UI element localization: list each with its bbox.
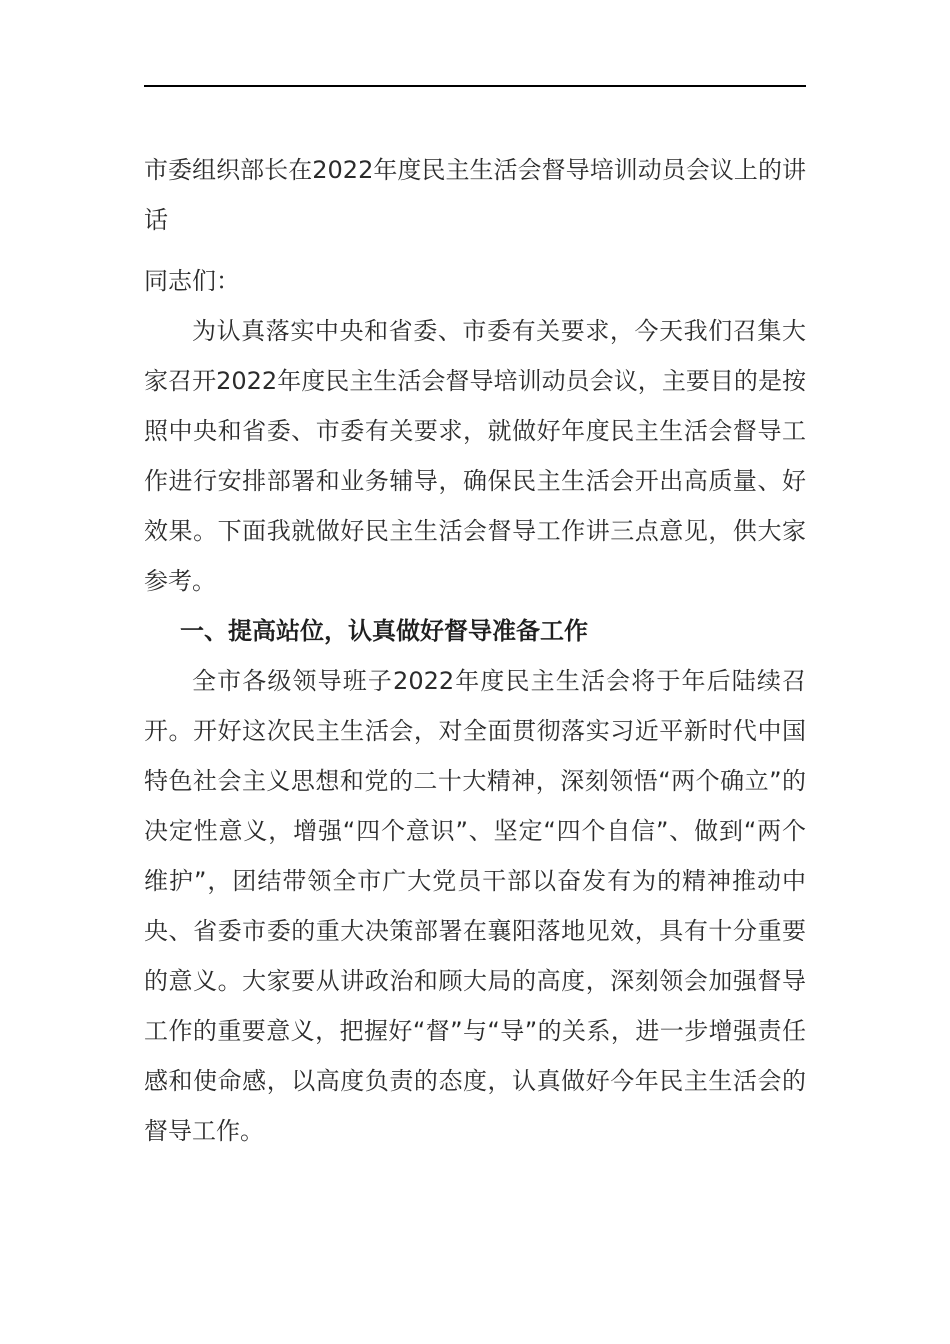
salutation: 同志们： bbox=[144, 267, 240, 295]
section-heading-1: 一、提高站位，认真做好督导准备工作 bbox=[180, 617, 588, 645]
section-1-paragraph: 全市各级领导班子2022年度民主生活会将于年后陆续召开。开好这次民主生活会，对全面贯彻落实习近平新时代中国特色社会主义思想和党的二十大精神，深刻领悟“两个确立”的决定性意义，增强“四个意识”、坚定“四个自信”、做到“两个维护”，团结带领全市广大党员干部以奋发有为的精神推动中央、省委市委的重大决策部署在襄阳落地见效，具有十分重要的意义。大家要从讲政治和顾大局的高度，深刻领会加强督导工作的重要意义，把握好“督”与“导”的关系，进一步增强责任感和使命感，以高度负责的态度，认真做好今年民主生活会的督导工作。 bbox=[144, 667, 806, 1145]
intro-paragraph: 为认真落实中央和省委、市委有关要求，今天我们召集大家召开2022年度民主生活会督导培训动员会议，主要目的是按照中央和省委、市委有关要求，就做好年度民主生活会督导工作进行安排部署和业务辅导，确保民主生活会开出高质量、好效果。下面我就做好民主生活会督导工作讲三点意见，供大家参考。 bbox=[144, 317, 806, 595]
document-body bbox=[144, 145, 806, 1156]
document-title: 市委组织部长在2022年度民主生活会督导培训动员会议上的讲话 bbox=[144, 156, 806, 234]
header-rule bbox=[144, 85, 806, 87]
